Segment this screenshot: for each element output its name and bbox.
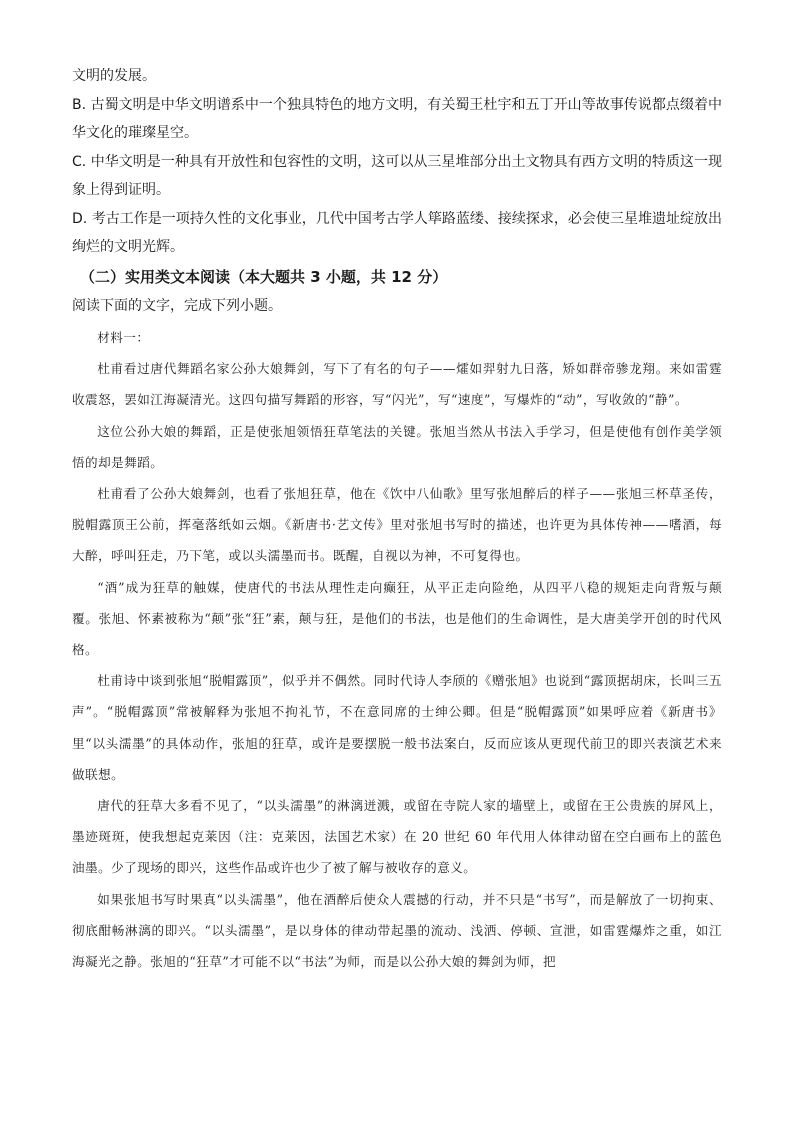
option-b: B. 古蜀文明是中华文明谱系中一个独具特色的地方文明，有关蜀王杜宇和五丁开山等故事传说都点缀着中华文化的璀璨星空。 xyxy=(72,96,722,141)
material-label: 材料一： xyxy=(97,330,150,345)
material-paragraph: “酒”成为狂草的触媒，使唐代的书法从理性走向癫狂，从平正走向险绝，从四平八稳的规矩走向背叛与颠覆。张旭、怀素被称为“颠”张“狂”素，颠与狂，是他们的书法，也是他们的生命调性，是大唐美学开创的时代风格。 xyxy=(72,579,722,658)
section-heading: （二）实用类文本阅读（本大题共 3 小题，共 12 分） xyxy=(80,267,448,286)
option-c: C. 中华文明是一种具有开放性和包容性的文明，这可以从三星堆部分出土文物具有西方文明的特质这一现象上得到证明。 xyxy=(72,153,722,198)
option-a-tail: 文明的发展。 xyxy=(72,68,156,84)
material-paragraph: 唐代的狂草大多看不见了，“以头濡墨”的淋漓迸溅，或留在寺院人家的墙壁上，或留在王公贵族的屏风上，墨迹斑斑，使我想起克莱因（注：克莱因，法国艺术家）在 20 世纪 60 年代用人体律动留在空白画布上的蓝色油墨。少了现场的即兴，这些作品或许也少了被了解与被收存的意义。 xyxy=(72,798,722,876)
option-d: D. 考古工作是一项持久性的文化事业，几代中国考古学人筚路蓝缕、接续探求，必会使三星堆遗址绽放出绚烂的文明光辉。 xyxy=(72,210,722,255)
material-paragraph: 如果张旭书写时果真“以头濡墨”，他在酒醉后使众人震撼的行动，并不只是“书写”，而是解放了一切拘束、彻底酣畅淋漓的即兴。“以头濡墨”，是以身体的律动带起墨的流动、浅洒、停顿、宣泄，如雷霆爆炸之重，如江海凝光之静。张旭的“狂草”才可能不以“书法”为师，而是以公孙大娘的舞剑为师，把 xyxy=(72,891,722,970)
material-paragraph: 杜甫诗中谈到张旭“脱帽露顶”，似乎并不偶然。同时代诗人李颀的《赠张旭》也说到“露顶据胡床，长叫三五声”。“脱帽露顶”常被解释为张旭不拘礼节，不在意同席的士绅公卿。但是“脱帽露顶”如果呼应着《新唐书》里“以头濡墨”的具体动作，张旭的狂草，或许是要摆脱一般书法案白，反而应该从更现代前卫的即兴表演艺术来做联想。 xyxy=(72,673,722,782)
material-one xyxy=(72,322,722,977)
section-instruction: 阅读下面的文字，完成下列小题。 xyxy=(72,297,282,314)
page-content xyxy=(72,62,722,977)
material-paragraph: 杜甫看了公孙大娘舞剑，也看了张旭狂草，他在《饮中八仙歌》里写张旭醉后的样子——张旭三杯草圣传，脱帽露顶王公前，挥毫落纸如云烟。《新唐书·艺文传》里对张旭书写时的描述，也许更为具体传神——嗜酒，每大醉，呼叫狂走，乃下笔，或以头濡墨而书。既醒，自视以为神，不可复得也。 xyxy=(72,486,722,564)
material-paragraph: 杜甫看过唐代舞蹈名家公孙大娘舞剑，写下了有名的句子——㸌如羿射九日落，矫如群帝骖龙翔。来如雷霆收震怒，罢如江海凝清光。这四句描写舞蹈的形容，写“闪光”，写“速度”，写爆炸的“动”，写收敛的“静”。 xyxy=(72,361,722,408)
material-paragraph: 这位公孙大娘的舞蹈，正是使张旭领悟狂草笔法的关键。张旭当然从书法入手学习，但是使他有创作美学领悟的却是舞蹈。 xyxy=(72,423,722,470)
